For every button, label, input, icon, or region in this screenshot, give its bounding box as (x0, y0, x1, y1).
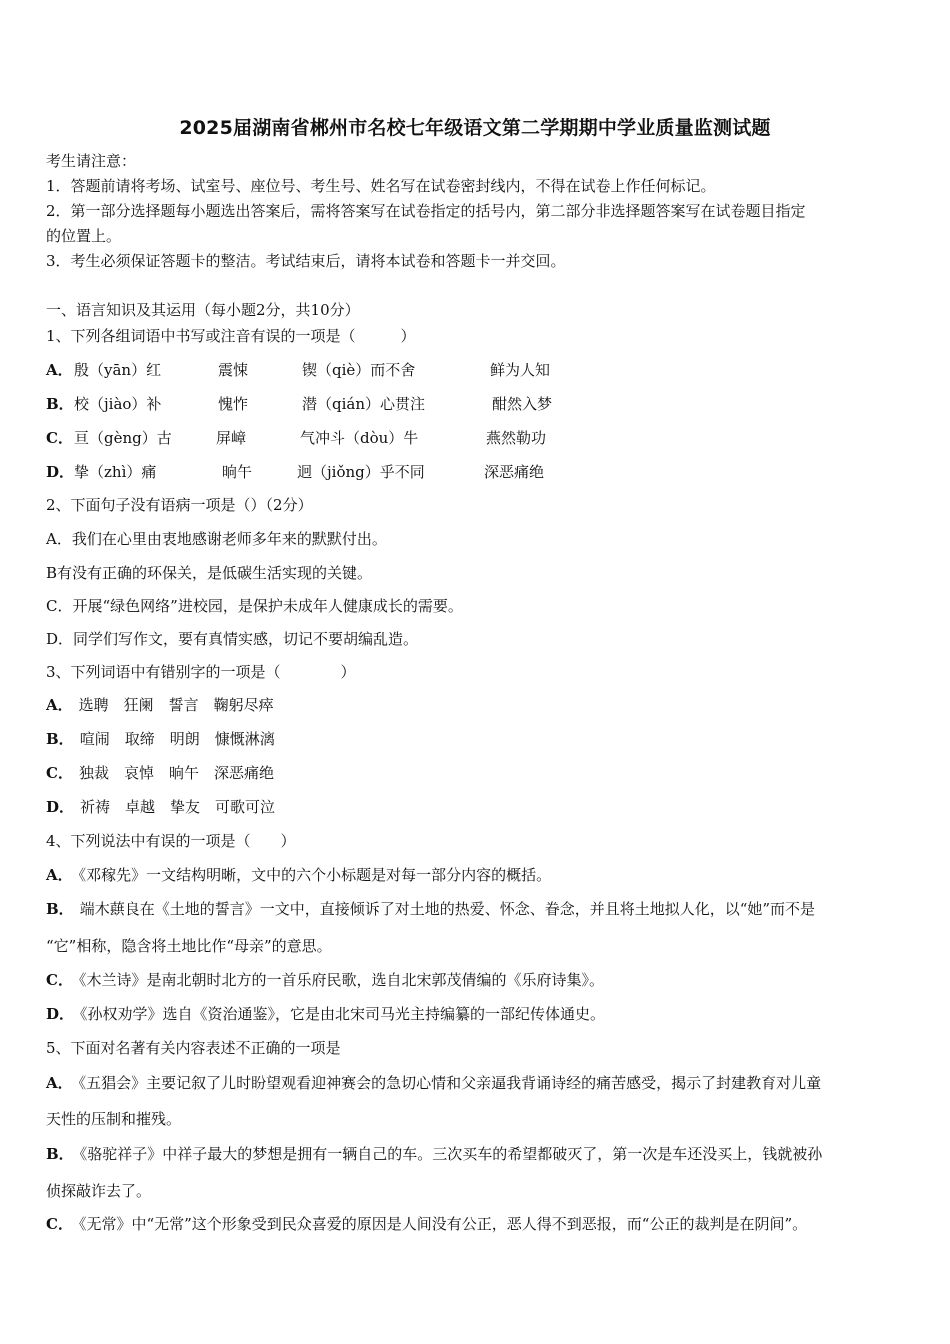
option-mark: D． (46, 1005, 75, 1023)
option-mark: C． (46, 429, 73, 447)
option-text: 喧闹 取缔 明朗 慷慨淋漓 (79, 730, 275, 748)
notice-item: 1．答题前请将考场、试室号、座位号、考生号、姓名写在试卷密封线内，不得在试卷上作任何标记。 (46, 177, 716, 195)
option-word: 迥（jiǒng）乎不同 (297, 463, 425, 481)
option-text: 选聘 狂阑 誓言 鞠躬尽瘁 (78, 696, 274, 714)
option-word: 亘（gèng）古 (74, 429, 172, 447)
option-word: 酣然入梦 (492, 395, 553, 413)
option-text: 独裁 哀悼 晌午 深恶痛绝 (78, 764, 274, 782)
q2-option: A．我们在心里由衷地感谢老师多年来的默默付出。 (46, 530, 387, 548)
question-2-stem: 2、下面句子没有语病一项是（）（2分） (46, 496, 313, 514)
option-mark: A． (46, 361, 73, 379)
option-word: 殷（yān）红 (74, 361, 162, 379)
option-word: 愧怍 (218, 395, 249, 413)
option-mark: C． (46, 1215, 73, 1233)
q4-option-b (46, 899, 815, 919)
option-word: 屏嶂 (216, 429, 247, 447)
option-word: 挚（zhì）痛 (74, 463, 157, 481)
option-word: 气冲斗（dòu）牛 (300, 429, 419, 447)
q5-option-c (46, 1214, 807, 1234)
q3-option-a (46, 695, 274, 715)
option-word: 校（jiào）补 (74, 395, 162, 413)
q2-option: C．开展“绿色网络”进校园，是保护未成年人健康成长的需要。 (46, 597, 463, 615)
q4-option-c (46, 970, 604, 990)
q5-option-b (46, 1144, 822, 1164)
option-mark: B． (46, 730, 74, 748)
option-text: 《邓稼先》一文结构明晰，文中的六个小标题是对每一部分内容的概括。 (78, 866, 552, 884)
option-text: 端木蕻良在《土地的誓言》一文中，直接倾诉了对土地的热爱、怀念、眷念，并且将土地拟人化，以“她”而不是 (79, 900, 816, 918)
q4-option-a (46, 865, 551, 885)
q5-option-a-cont: 天性的压制和摧残。 (46, 1110, 182, 1128)
notice-heading: 考生请注意： (46, 152, 137, 170)
q2-option: D．同学们写作文，要有真情实感，切记不要胡编乱造。 (46, 630, 419, 648)
option-word: 潜（qián）心贯注 (302, 395, 426, 413)
q3-option-d (46, 797, 275, 817)
notice-item: 的位置上。 (46, 227, 122, 245)
option-mark: D． (46, 463, 75, 481)
section-heading: 一、语言知识及其运用（每小题2分，共10分） (46, 301, 360, 319)
option-mark: A． (46, 866, 73, 884)
option-text: 祈祷 卓越 挚友 可歌可泣 (80, 798, 276, 816)
option-word: 锲（qiè）而不舍 (302, 361, 416, 379)
q2-option: B有没有正确的环保关，是低碳生活实现的关键。 (46, 564, 373, 582)
option-word: 深恶痛绝 (484, 463, 545, 481)
option-word: 震悚 (218, 361, 249, 379)
q4-option-b-cont: “它”相称，隐含将土地比作“母亲”的意思。 (46, 937, 332, 955)
option-mark: C． (46, 764, 73, 782)
notice-item: 2．第一部分选择题每小题选出答案后，需将答案写在试卷指定的括号内，第二部分非选择题答案写在试卷题目指定 (46, 202, 806, 220)
option-text: 《五猖会》主要记叙了儿时盼望观看迎神赛会的急切心情和父亲逼我背诵诗经的痛苦感受，揭示了封建教育对儿童 (78, 1074, 822, 1092)
option-mark: A． (46, 1074, 73, 1092)
question-1-stem: 1、下列各组词语中书写或注音有误的一项是（ ） (46, 327, 416, 345)
q5-option-a (46, 1073, 821, 1093)
option-mark: C． (46, 971, 73, 989)
option-text: 《孙权劝学》选自《资治通鉴》，它是由北宋司马光主持编纂的一部纪传体通史。 (80, 1005, 606, 1023)
question-3-stem: 3、下列词语中有错别字的一项是（ ） (46, 663, 356, 681)
notice-item: 3．考生必须保证答题卡的整洁。考试结束后，请将本试卷和答题卡一并交回。 (46, 252, 566, 270)
q3-option-b (46, 729, 275, 749)
option-text: 《无常》中“无常”这个形象受到民众喜爱的原因是人间没有公正，恶人得不到恶报，而“公正的裁判是在阴间”。 (78, 1215, 808, 1233)
option-mark: D． (46, 798, 75, 816)
option-mark: B． (46, 1145, 74, 1163)
option-text: 《木兰诗》是南北朝时北方的一首乐府民歌，选自北宋郭茂倩编的《乐府诗集》。 (78, 971, 604, 989)
option-text: 《骆驼祥子》中祥子最大的梦想是拥有一辆自己的车。三次买车的希望都破灭了，第一次是车还没买上，钱就被孙 (79, 1145, 823, 1163)
q3-option-c (46, 763, 274, 783)
option-word: 鲜为人知 (490, 361, 551, 379)
option-word: 燕然勒功 (486, 429, 547, 447)
q4-option-d (46, 1004, 605, 1024)
question-5-stem: 5、下面对名著有关内容表述不正确的一项是 (46, 1039, 341, 1057)
option-word: 晌午 (222, 463, 253, 481)
question-4-stem: 4、下列说法中有误的一项是（ ） (46, 832, 296, 850)
option-mark: B． (46, 395, 74, 413)
option-mark: A． (46, 696, 73, 714)
q5-option-b-cont: 侦探敲诈去了。 (46, 1182, 152, 1200)
page-title: 2025届湖南省郴州市名校七年级语文第二学期期中学业质量监测试题 (179, 117, 771, 139)
option-mark: B． (46, 900, 74, 918)
